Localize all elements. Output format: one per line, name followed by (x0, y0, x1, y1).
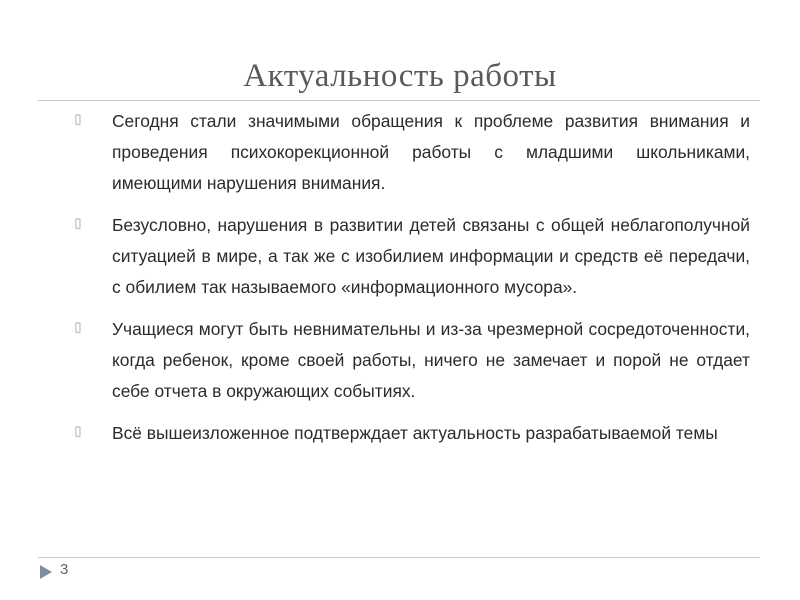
bullet-text: Сегодня стали значимыми обращения к проблеме развития внимания и проведения психокорекционной работы с младшими школьниками, имеющими нарушения внимания. (112, 111, 750, 193)
bullet-icon: ▯ (74, 319, 82, 334)
bullet-text: Всё вышеизложенное подтверждает актуальность разрабатываемой темы (112, 423, 718, 443)
bullet-icon: ▯ (74, 423, 82, 438)
bullet-icon: ▯ (74, 215, 82, 230)
bullet-list (70, 106, 750, 460)
bullet-icon: ▯ (74, 111, 82, 126)
bullet-item (70, 106, 750, 199)
page-number: 3 (60, 561, 69, 578)
bullet-item (70, 314, 750, 407)
bullet-text: Безусловно, нарушения в развитии детей связаны с общей неблагополучной ситуацией в мире, а так же с изобилием информации и средств её передачи, с обилием так называемого «информационного мусора». (112, 215, 750, 297)
title-divider (38, 100, 760, 101)
footer-divider (38, 557, 760, 558)
bullet-text: Учащиеся могут быть невнимательны и из-за чрезмерной сосредоточенности, когда ребенок, кроме своей работы, ничего не замечает и порой не отдает себе отчета в окружающих событиях. (112, 319, 750, 401)
slide-title: Актуальность работы (243, 58, 557, 94)
bullet-item (70, 418, 750, 449)
footer-arrow-icon (40, 565, 52, 579)
bullet-item (70, 210, 750, 303)
